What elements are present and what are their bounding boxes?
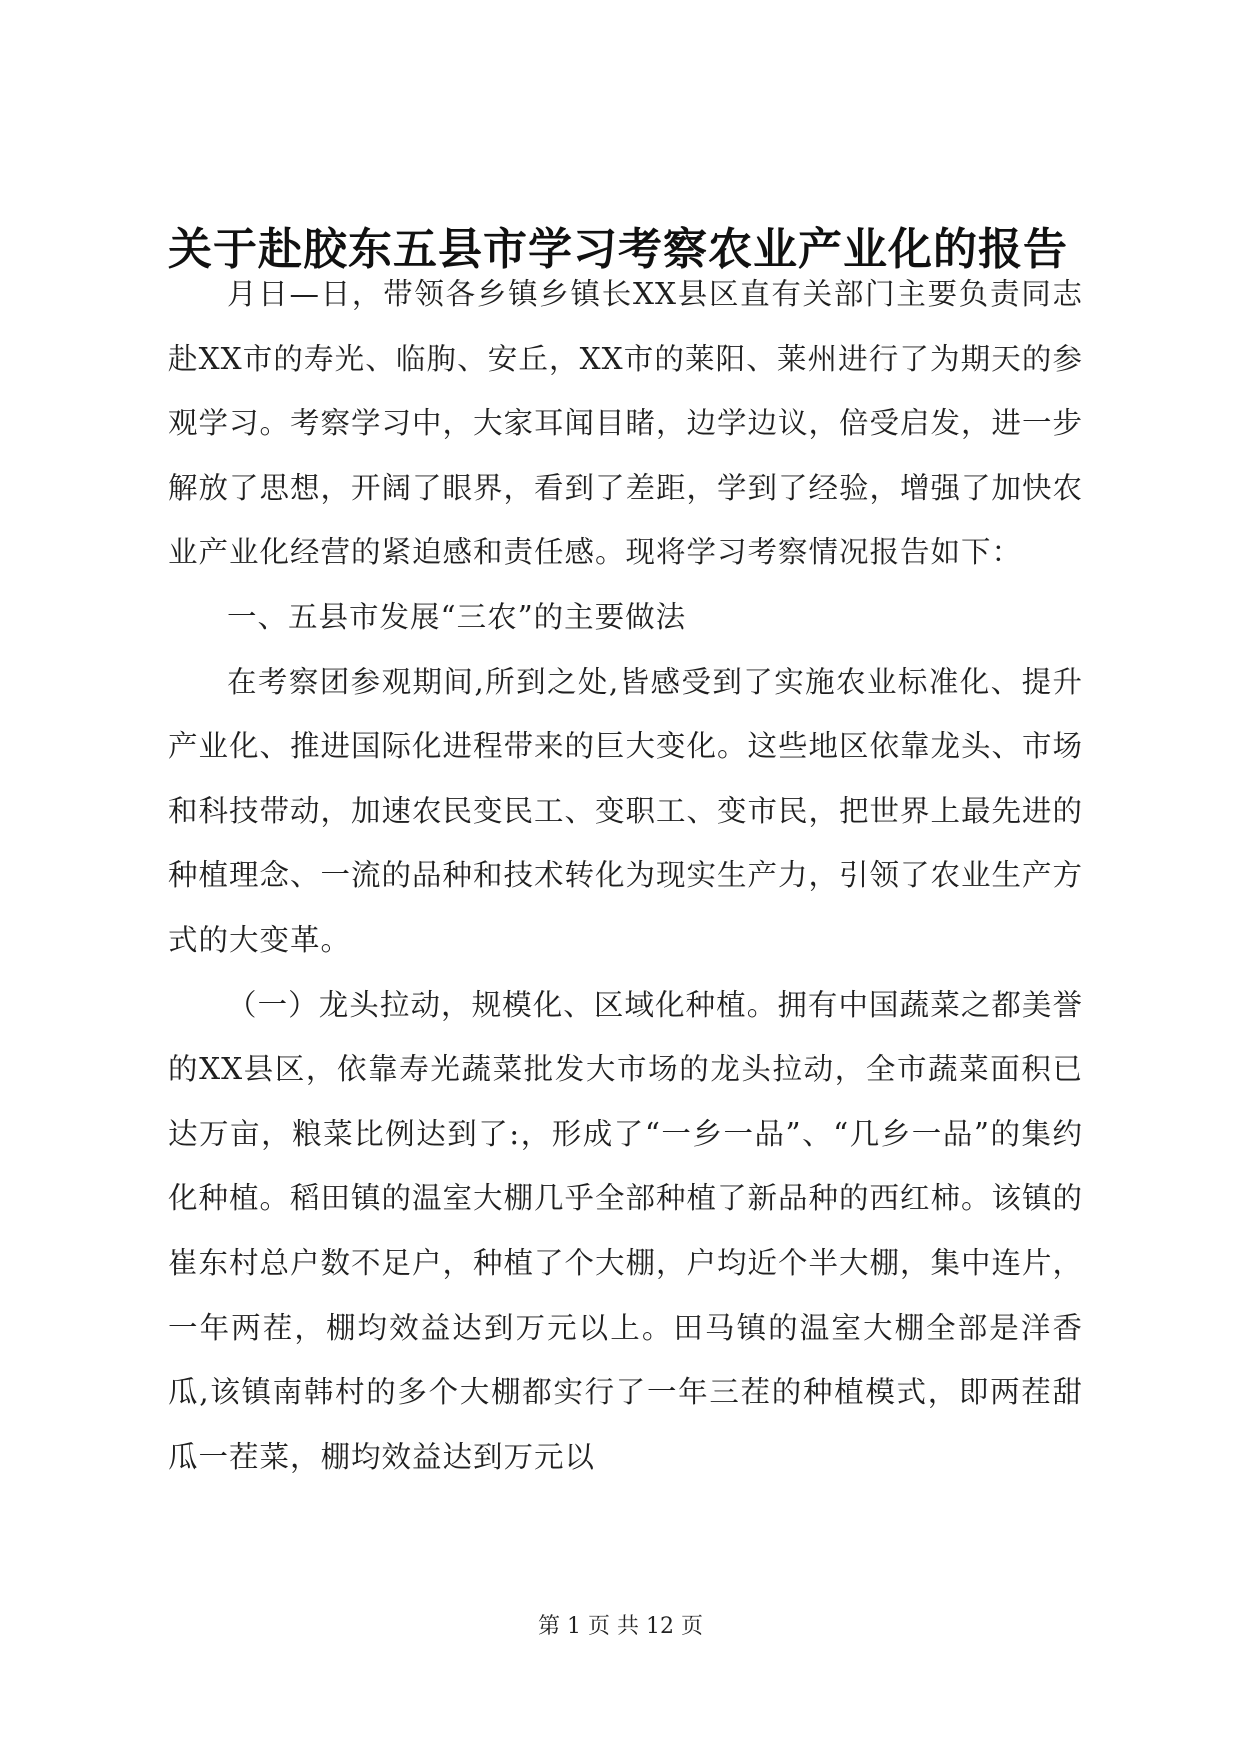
page-number-footer: 第 1 页 共 12 页 xyxy=(538,1614,703,1639)
paragraph-section-1: 在考察团参观期间,所到之处,皆感受到了实施农业标准化、提升产业化、推进国际化进程带来的巨大变化。这些地区依靠龙头、市场和科技带动，加速农民变民工、变职工、变市民，把世界上最先进的种植理念、一流的品种和技术转化为现实生产力，引领了农业生产方式的大变革。 xyxy=(168,664,1084,957)
document-body xyxy=(168,262,1083,1489)
section-heading-1: 一、五县市发展“三农”的主要做法 xyxy=(227,599,687,634)
document-title: 关于赴胶东五县市学习考察农业产业化的报告 xyxy=(168,224,1068,275)
paragraph-subsection-1: （一）龙头拉动，规模化、区域化种植。拥有中国蔬菜之都美誉的XX县区，依靠寿光蔬菜批发大市场的龙头拉动，全市蔬菜面积已达万亩，粮菜比例达到了:，形成了“一乡一品”、“几乡一品”的集约化种植。稻田镇的温室大棚几乎全部种植了新品种的西红柿。该镇的崔东村总户数不足户，种植了个大棚，户均近个半大棚，集中连片，一年两茬，棚均效益达到万元以上。田马镇的温室大棚全部是洋香瓜,该镇南韩村的多个大棚都实行了一年三茬的种植模式，即两茬甜瓜一茬菜，棚均效益达到万元以 xyxy=(168,987,1084,1474)
paragraph-intro: 月日—日，带领各乡镇乡镇长XX县区直有关部门主要负责同志赴XX市的寿光、临朐、安丘，XX市的莱阳、莱州进行了为期天的参观学习。考察学习中，大家耳闻目睹，边学边议，倍受启发，进一步解放了思想，开阔了眼界，看到了差距，学到了经验，增强了加快农业产业化经营的紧迫感和责任感。现将学习考察情况报告如下： xyxy=(168,277,1084,570)
